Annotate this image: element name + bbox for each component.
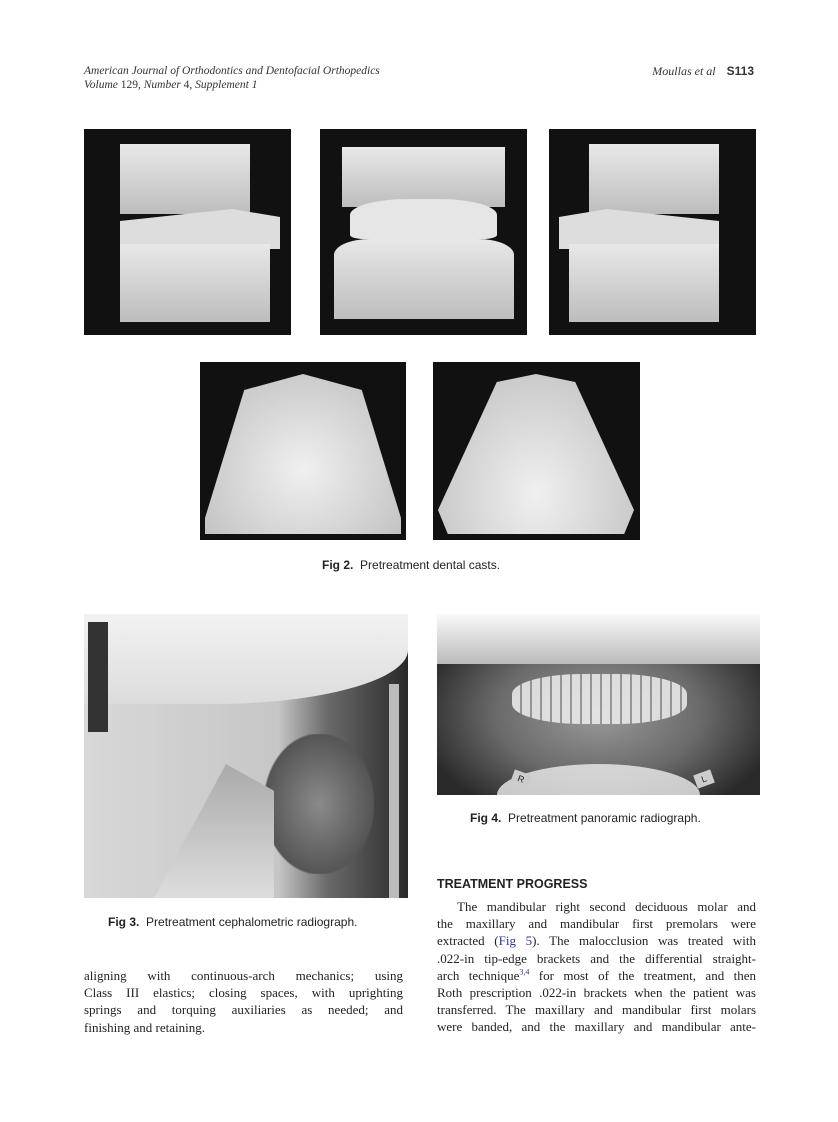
panoramic-radiograph xyxy=(437,614,760,795)
treatment-progress-paragraph: The mandibular right second deciduous molar and the maxillary and mandibular first premolars were extracted (Fig 5). The malocclusion was treated with .022-in tip-edge brackets and the differential straight- arch technique$^{3,4}$ for most of the treatment, and then Roth prescription .022-in brackets when the patient was transferred. The maxillary and mandibular first molars were banded, and the maxillary and mandibular ante- xyxy=(437,899,757,1035)
fig5-link[interactable]: Fig 5 xyxy=(498,933,533,949)
journal-title: American Journal of Orthodontics and Dentofacial Orthopedics xyxy=(84,65,380,77)
fig4-caption: Fig 4. Pretreatment panoramic radiograph. xyxy=(470,811,701,825)
reference-link[interactable]: 3,4 xyxy=(519,967,530,977)
left-side-marker: L xyxy=(693,769,715,788)
section-heading: TREATMENT PROGRESS xyxy=(437,877,588,891)
page-number: S113 xyxy=(726,64,754,78)
author-page xyxy=(652,64,754,78)
cephalometric-radiograph xyxy=(84,614,408,898)
authors: Moullas et al xyxy=(652,64,716,78)
cast-maxillary-occlusal-photo xyxy=(200,362,406,540)
right-side-marker: R xyxy=(510,769,532,788)
running-header xyxy=(84,64,380,92)
cast-mandibular-occlusal-photo xyxy=(433,362,640,540)
volume-info: Volume 129, Number 4, Supplement 1 xyxy=(84,79,258,91)
fig2-caption: Fig 2. Pretreatment dental casts. xyxy=(322,558,501,572)
left-column-text: aligning with continuous-arch mechanics; using Class III elastics; closing spaces, with uprighting springs and torquing auxiliaries as needed; and finishing and retaining. xyxy=(84,968,403,1035)
cast-frontal-photo xyxy=(320,129,527,335)
cast-left-lateral-photo xyxy=(549,129,756,335)
cast-right-lateral-photo xyxy=(84,129,291,335)
fig3-caption: Fig 3. Pretreatment cephalometric radiograph. xyxy=(108,915,358,929)
